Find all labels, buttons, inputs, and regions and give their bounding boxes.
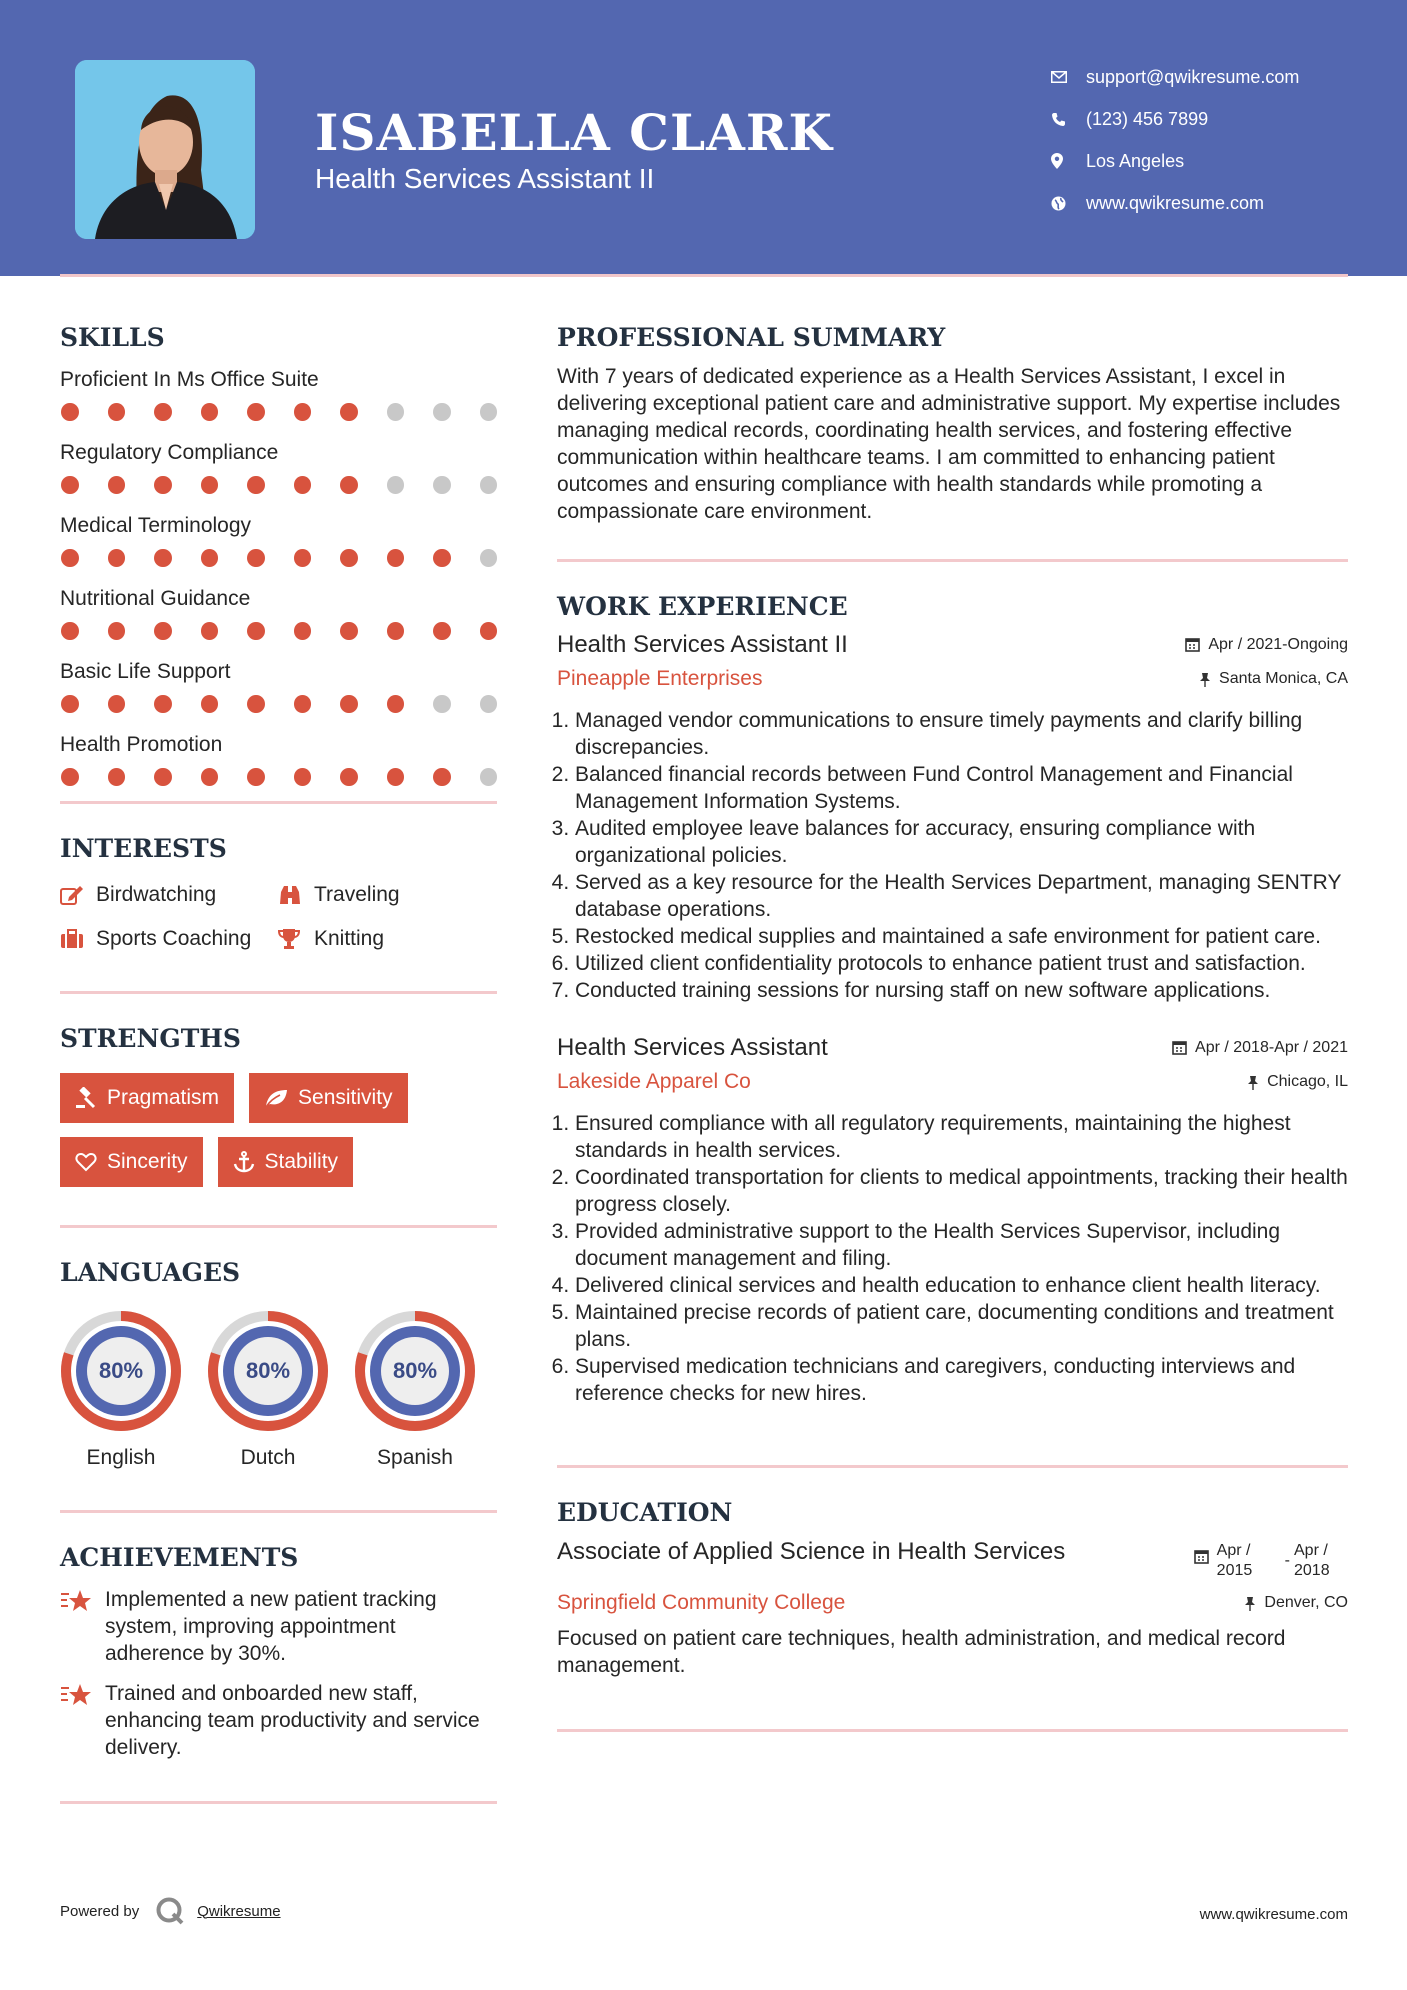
rating-dot-filled (154, 476, 172, 494)
job-date (1185, 636, 1348, 654)
section-divider (60, 991, 497, 994)
language-name: Spanish (377, 1446, 453, 1469)
skill-item (60, 730, 497, 784)
rating-dot-filled (201, 403, 219, 421)
education-date-sep: - (1284, 1552, 1290, 1569)
rating-dot-filled (247, 476, 265, 494)
rating-dot-filled (387, 549, 405, 567)
rating-dot-filled (108, 695, 126, 713)
language-percent: 80% (245, 1358, 291, 1383)
interest-item (60, 883, 278, 907)
skill-rating (60, 549, 497, 584)
job-location-text: Santa Monica, CA (1219, 670, 1348, 687)
rating-dot-filled (201, 695, 219, 713)
rating-dot-filled (201, 622, 219, 640)
rating-dot-filled (154, 768, 172, 786)
star-icon (60, 1680, 105, 1761)
rating-dot-empty (433, 403, 451, 421)
strength-label: Pragmatism (107, 1086, 220, 1109)
calendar-icon (1172, 1040, 1187, 1055)
rating-dot-filled (154, 622, 172, 640)
job-entry (557, 631, 1348, 1004)
rating-dot-filled (154, 403, 172, 421)
company-name: Pineapple Enterprises (557, 667, 763, 690)
language-item (207, 1310, 329, 1470)
candidate-role: Health Services Assistant II (315, 163, 655, 194)
skills-title: SKILLS (60, 323, 165, 352)
contact-list (1051, 56, 1299, 224)
rating-dot-filled (108, 476, 126, 494)
section-divider (60, 1225, 497, 1228)
resume-header (0, 0, 1407, 276)
education-description: Focused on patient care techniques, health administration, and medical record management. (557, 1627, 1286, 1677)
rating-dot-filled (154, 549, 172, 567)
contact-email[interactable] (1051, 56, 1299, 98)
rating-dot-filled (247, 768, 265, 786)
languages-title: LANGUAGES (60, 1258, 241, 1287)
language-name: English (86, 1446, 156, 1469)
skill-rating (60, 768, 497, 803)
duty-item: 5. Restocked medical supplies and maintained a safe environment for patient care. (575, 923, 1348, 950)
skill-item (60, 511, 497, 584)
star-icon (60, 1586, 105, 1667)
job-title: Health Services Assistant (557, 1034, 828, 1061)
contact-location-text: Los Angeles (1086, 150, 1185, 171)
experience-title: WORK EXPERIENCE (557, 592, 848, 621)
skill-name: Medical Terminology (60, 514, 252, 537)
rating-dot-empty (387, 403, 405, 421)
job-title: Health Services Assistant II (557, 631, 848, 658)
footer-website[interactable]: www.qwikresume.com (1199, 1906, 1348, 1923)
duty-item: 4. Served as a key resource for the Health Services Department, managing SENTRY database operations. (575, 869, 1348, 923)
leaf-icon (264, 1088, 288, 1108)
rating-dot-empty (387, 476, 405, 494)
section-divider (60, 1801, 497, 1804)
section-divider (557, 1729, 1348, 1732)
map-pin-icon (1051, 153, 1086, 169)
rating-dot-filled (340, 403, 358, 421)
job-entry (557, 1034, 1348, 1407)
contact-website-text: www.qwikresume.com (1086, 192, 1265, 213)
skill-item (60, 657, 497, 730)
interest-item (60, 927, 278, 951)
achievement-item (60, 1680, 497, 1761)
duty-list (557, 707, 1348, 1004)
rating-dot-filled (340, 695, 358, 713)
interest-item (278, 883, 478, 907)
duty-item: 7. Conducted training sessions for nursing staff on new software applications. (575, 977, 1348, 1004)
rating-dot-filled (433, 768, 451, 786)
job-date-text: Apr / 2018-Apr / 2021 (1195, 1038, 1348, 1056)
rating-dot-empty (480, 695, 498, 713)
strength-label: Sensitivity (298, 1086, 393, 1109)
strength-label: Stability (264, 1150, 339, 1173)
calendar-icon (1185, 637, 1200, 652)
summary-title: PROFESSIONAL SUMMARY (557, 323, 946, 352)
education-entry (557, 1537, 1348, 1679)
strength-label: Sincerity (107, 1150, 188, 1173)
rating-dot-filled (294, 768, 312, 786)
qwikresume-logo-icon (155, 1896, 185, 1926)
rating-dot-filled (61, 768, 79, 786)
contact-phone-text: (123) 456 7899 (1086, 108, 1209, 129)
skill-item (60, 584, 497, 657)
anchor-icon (233, 1151, 255, 1173)
strength-badge (249, 1073, 408, 1123)
duty-item: 2. Coordinated transportation for clients to medical appointments, tracking their health progress closely. (575, 1164, 1348, 1218)
contact-email-text: support@qwikresume.com (1086, 66, 1300, 87)
rating-dot-filled (108, 768, 126, 786)
language-ring (60, 1310, 182, 1432)
skill-name: Nutritional Guidance (60, 587, 251, 610)
language-ring (207, 1310, 329, 1432)
language-percent: 80% (98, 1358, 144, 1383)
duty-item: 3. Audited employee leave balances for accuracy, ensuring compliance with organizational policies. (575, 815, 1348, 869)
job-location (1247, 1073, 1348, 1091)
rating-dot-empty (480, 403, 498, 421)
skill-name: Health Promotion (60, 733, 223, 756)
gavel-icon (75, 1087, 97, 1109)
interests-title: INTERESTS (60, 834, 227, 863)
rating-dot-filled (340, 549, 358, 567)
globe-icon (1051, 196, 1086, 211)
contact-phone[interactable] (1051, 98, 1299, 140)
rating-dot-filled (433, 622, 451, 640)
pushpin-icon (1199, 672, 1211, 687)
powered-by-text: Powered by (60, 1902, 140, 1920)
achievement-item (60, 1586, 497, 1667)
job-date (1172, 1039, 1348, 1057)
rating-dot-empty (480, 549, 498, 567)
interests-list (60, 883, 497, 951)
interest-label: Sports Coaching (96, 927, 252, 950)
contact-location (1051, 140, 1299, 182)
achievement-text: Trained and onboarded new staff, enhancing team productivity and service delivery. (105, 1682, 480, 1759)
interest-label: Birdwatching (96, 883, 217, 906)
education-title: EDUCATION (557, 1498, 733, 1527)
section-divider (557, 1465, 1348, 1468)
left-column (60, 323, 497, 1804)
rating-dot-filled (201, 549, 219, 567)
duty-item: 3. Provided administrative support to the Health Services Supervisor, including document management and filing. (575, 1218, 1348, 1272)
rating-dot-filled (201, 768, 219, 786)
duty-item: 6. Supervised medication technicians and caregivers, conducting interviews and reference checks for new hires. (575, 1353, 1348, 1407)
rating-dot-filled (108, 549, 126, 567)
achievements-title: ACHIEVEMENTS (60, 1543, 299, 1572)
strengths-title: STRENGTHS (60, 1024, 241, 1053)
education-location-text: Denver, CO (1264, 1594, 1348, 1611)
rating-dot-filled (294, 403, 312, 421)
rating-dot-empty (480, 476, 498, 494)
rating-dot-filled (294, 622, 312, 640)
calendar-icon (1194, 1541, 1209, 1581)
education-date-end: Apr / 2018 (1294, 1542, 1330, 1579)
footer-powered-by (60, 1896, 281, 1926)
qwikresume-link[interactable]: Qwikresume (197, 1902, 281, 1920)
strength-badge (218, 1137, 354, 1187)
strength-badge (60, 1073, 234, 1123)
header-divider (60, 274, 1348, 277)
strengths-list (60, 1073, 497, 1187)
rating-dot-filled (387, 768, 405, 786)
binoculars-icon (278, 884, 314, 906)
language-item (60, 1310, 182, 1470)
section-divider (60, 801, 497, 804)
skill-name: Regulatory Compliance (60, 441, 279, 464)
rating-dot-empty (433, 476, 451, 494)
school-name: Springfield Community College (557, 1591, 846, 1614)
rating-dot-filled (154, 695, 172, 713)
rating-dot-filled (61, 403, 79, 421)
strength-badge (60, 1137, 203, 1187)
duty-item: 1. Managed vendor communications to ensure timely payments and clarify billing discrepancies. (575, 707, 1348, 761)
job-location (1199, 670, 1348, 688)
duty-item: 5. Maintained precise records of patient care, documenting conditions and treatment plans. (575, 1299, 1348, 1353)
rating-dot-filled (387, 695, 405, 713)
education-date-start: Apr / 2015 (1216, 1542, 1253, 1579)
rating-dot-filled (61, 695, 79, 713)
rating-dot-filled (294, 476, 312, 494)
rating-dot-filled (247, 549, 265, 567)
rating-dot-filled (61, 476, 79, 494)
rating-dot-filled (340, 476, 358, 494)
company-name: Lakeside Apparel Co (557, 1070, 751, 1093)
candidate-name: ISABELLA CLARK (315, 103, 833, 162)
language-percent: 80% (392, 1358, 438, 1383)
job-date-text: Apr / 2021-Ongoing (1208, 635, 1348, 653)
languages-list (60, 1310, 497, 1470)
right-column (557, 323, 1348, 1732)
rating-dot-filled (201, 476, 219, 494)
section-divider (60, 1510, 497, 1513)
achievement-text: Implemented a new patient tracking system, improving appointment adherence by 30%. (105, 1588, 437, 1665)
rating-dot-filled (247, 403, 265, 421)
duty-item: 2. Balanced financial records between Fund Control Management and Financial Management Information Systems. (575, 761, 1348, 815)
job-location-text: Chicago, IL (1267, 1073, 1348, 1090)
rating-dot-filled (247, 622, 265, 640)
language-item (354, 1310, 476, 1470)
duty-list (557, 1110, 1348, 1407)
rating-dot-filled (108, 403, 126, 421)
skill-name: Proficient In Ms Office Suite (60, 368, 319, 391)
skill-rating (60, 403, 497, 438)
education-date (1194, 1541, 1348, 1581)
summary-text: With 7 years of dedicated experience as a Health Services Assistant, I excel in delivering exceptional patient care and administrative support. My expertise includes managing medical records, coordinating health services, and fostering effective communication within healthcare teams. I am committed to enhancing patient outcomes and ensuring compliance with health standards while promoting a compassionate care environment. (557, 365, 1341, 523)
interest-item (278, 927, 478, 951)
rating-dot-empty (433, 695, 451, 713)
rating-dot-filled (433, 549, 451, 567)
pencil-square-icon (60, 885, 96, 905)
contact-website[interactable] (1051, 182, 1299, 224)
pushpin-icon (1244, 1596, 1256, 1611)
rating-dot-filled (340, 622, 358, 640)
rating-dot-filled (340, 768, 358, 786)
skills-list (60, 365, 497, 784)
briefcase-icon (60, 929, 96, 949)
interest-label: Knitting (314, 927, 385, 950)
rating-dot-filled (480, 622, 498, 640)
section-divider (557, 559, 1348, 562)
duty-item: 6. Utilized client confidentiality protocols to enhance patient trust and satisfaction. (575, 950, 1348, 977)
duty-item: 1. Ensured compliance with all regulatory requirements, maintaining the highest standards in health services. (575, 1110, 1348, 1164)
profile-photo (75, 60, 255, 239)
duty-item: 4. Delivered clinical services and health education to enhance client health literacy. (575, 1272, 1348, 1299)
rating-dot-filled (108, 622, 126, 640)
interest-label: Traveling (314, 883, 400, 906)
skill-rating (60, 476, 497, 511)
skill-rating (60, 622, 497, 657)
trophy-icon (278, 928, 314, 950)
rating-dot-empty (480, 768, 498, 786)
skill-item (60, 438, 497, 511)
phone-icon (1051, 112, 1086, 127)
rating-dot-filled (387, 622, 405, 640)
rating-dot-filled (61, 622, 79, 640)
rating-dot-filled (61, 549, 79, 567)
heart-icon (75, 1152, 97, 1172)
degree-title: Associate of Applied Science in Health Services (557, 1538, 1066, 1565)
rating-dot-filled (294, 695, 312, 713)
education-location (1244, 1594, 1348, 1612)
language-name: Dutch (240, 1446, 296, 1469)
skill-item (60, 365, 497, 438)
rating-dot-filled (247, 695, 265, 713)
pushpin-icon (1247, 1075, 1259, 1090)
skill-rating (60, 695, 497, 730)
language-ring (354, 1310, 476, 1432)
rating-dot-filled (294, 549, 312, 567)
skill-name: Basic Life Support (60, 660, 231, 683)
envelope-icon (1051, 71, 1086, 83)
